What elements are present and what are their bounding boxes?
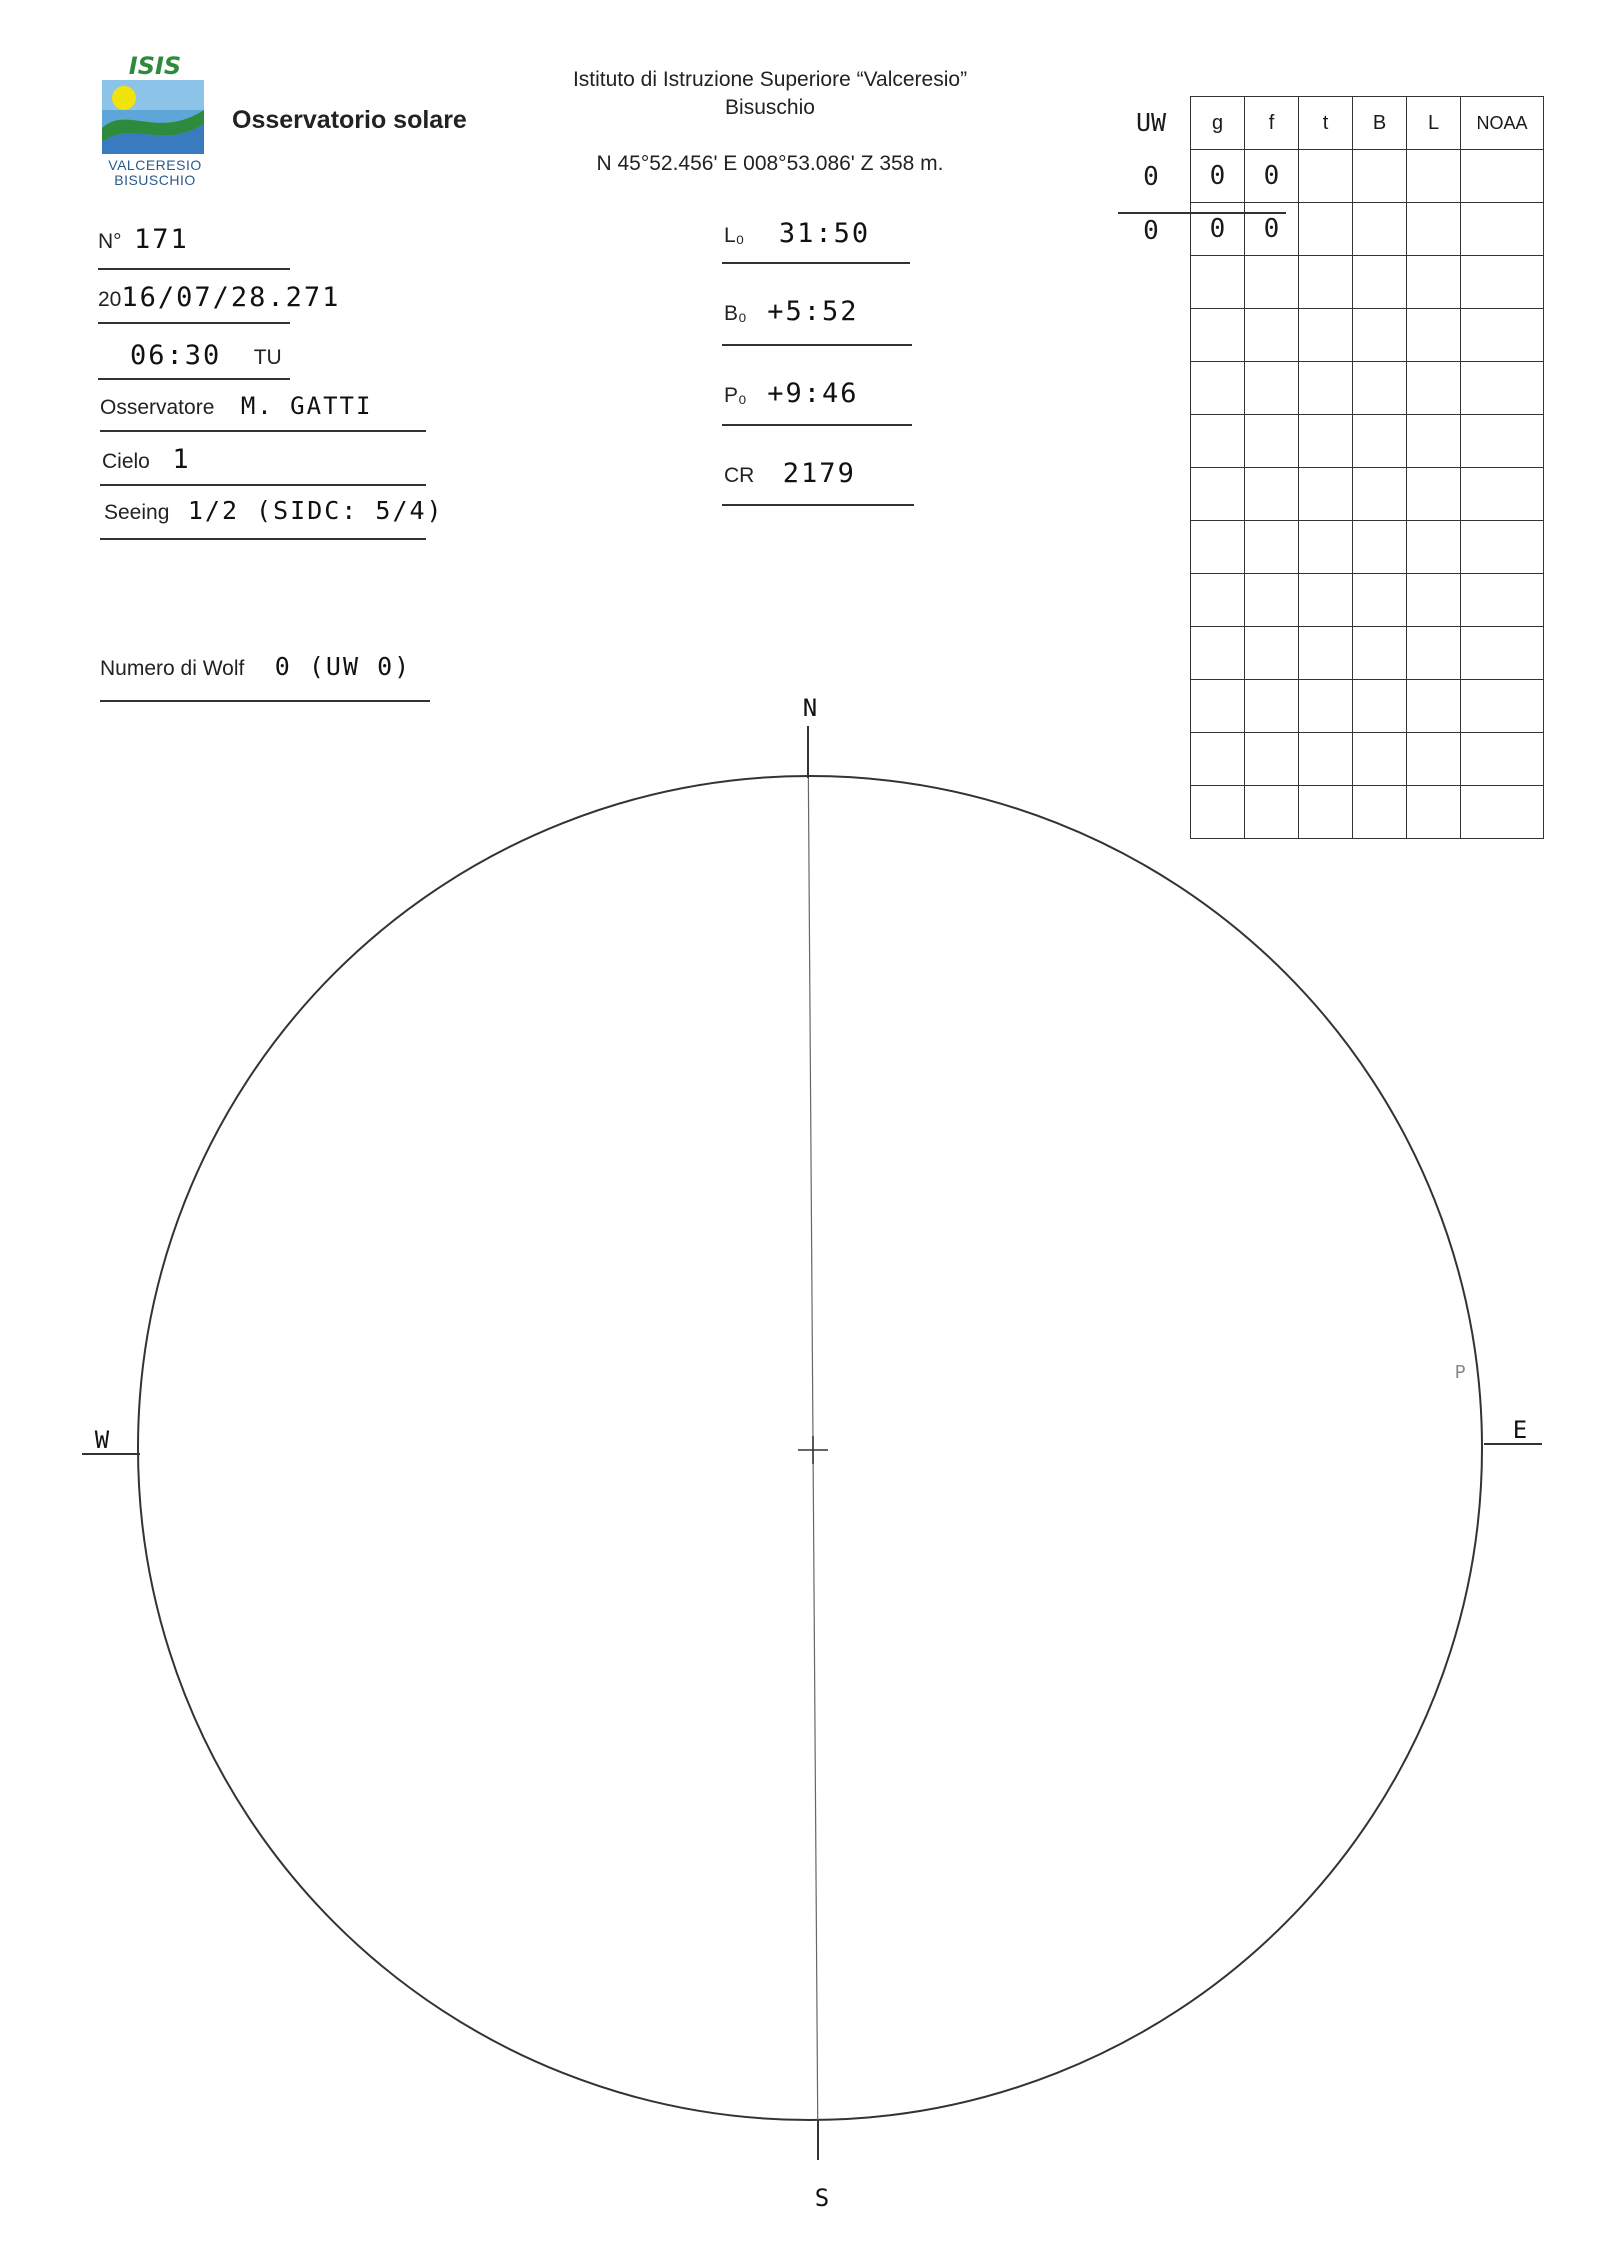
p0-value: +9:46 [767, 378, 859, 409]
seeing-label: Seeing [104, 501, 170, 524]
site-coordinates: N 45°52.456' E 008°53.086' Z 358 m. [596, 152, 944, 175]
logo-caption-line2: BISUSCHIO [114, 172, 196, 188]
isis-wordmark-text: ISIS [128, 52, 182, 78]
table-cell: 0 [1191, 150, 1245, 203]
cr-value: 2179 [782, 458, 856, 489]
wolf-value: 0 (UW 0) [274, 652, 412, 681]
col-header-b: B [1353, 97, 1407, 150]
b0-value: +5:52 [767, 296, 859, 327]
seeing-value: 1/2 (SIDC: 5/4) [187, 496, 444, 525]
col-header-l: L [1407, 97, 1461, 150]
date-prefix: 20 [98, 288, 122, 311]
uw-header: UW [1135, 108, 1167, 137]
cr-label: CR [724, 464, 755, 487]
table-cell: 0 [1191, 203, 1245, 256]
institute-town: Bisuschio [725, 96, 815, 119]
p-mark-label: P [1454, 1362, 1466, 1383]
observatory-title: Osservatorio solare [232, 106, 467, 134]
time-unit: TU [253, 346, 282, 369]
date-value: 16/07/28.271 [121, 282, 341, 313]
l0-label: L₀ [724, 224, 745, 247]
col-header-noaa: NOAA [1461, 97, 1544, 150]
col-header-g: g [1191, 97, 1245, 150]
b0-label: B₀ [724, 302, 747, 325]
number-label: N° [98, 230, 122, 253]
wolf-label: Numero di Wolf [100, 657, 245, 680]
table-cell: 0 [1245, 150, 1299, 203]
observer-value: M. GATTI [240, 392, 373, 420]
number-value: 171 [134, 224, 189, 255]
institute-name: Istituto di Istruzione Superiore “Valceresio” [572, 68, 968, 91]
l0-value: 31:50 [778, 218, 871, 249]
east-label: E [1512, 1416, 1528, 1444]
south-label: S [814, 2184, 830, 2212]
observer-label: Osservatore [100, 396, 215, 419]
table-cell: 0 [1245, 203, 1299, 256]
north-label: N [802, 694, 818, 722]
uw-value-2: 0 [1143, 216, 1159, 246]
p0-label: P₀ [724, 384, 747, 407]
sky-value: 1 [172, 444, 191, 475]
time-value: 06:30 [130, 340, 222, 371]
uw-value-1: 0 [1143, 162, 1159, 192]
west-label: W [94, 1426, 110, 1454]
logo-caption-line1: VALCERESIO [108, 157, 202, 173]
col-header-f: f [1245, 97, 1299, 150]
col-header-t: t [1299, 97, 1353, 150]
sky-label: Cielo [102, 450, 150, 473]
